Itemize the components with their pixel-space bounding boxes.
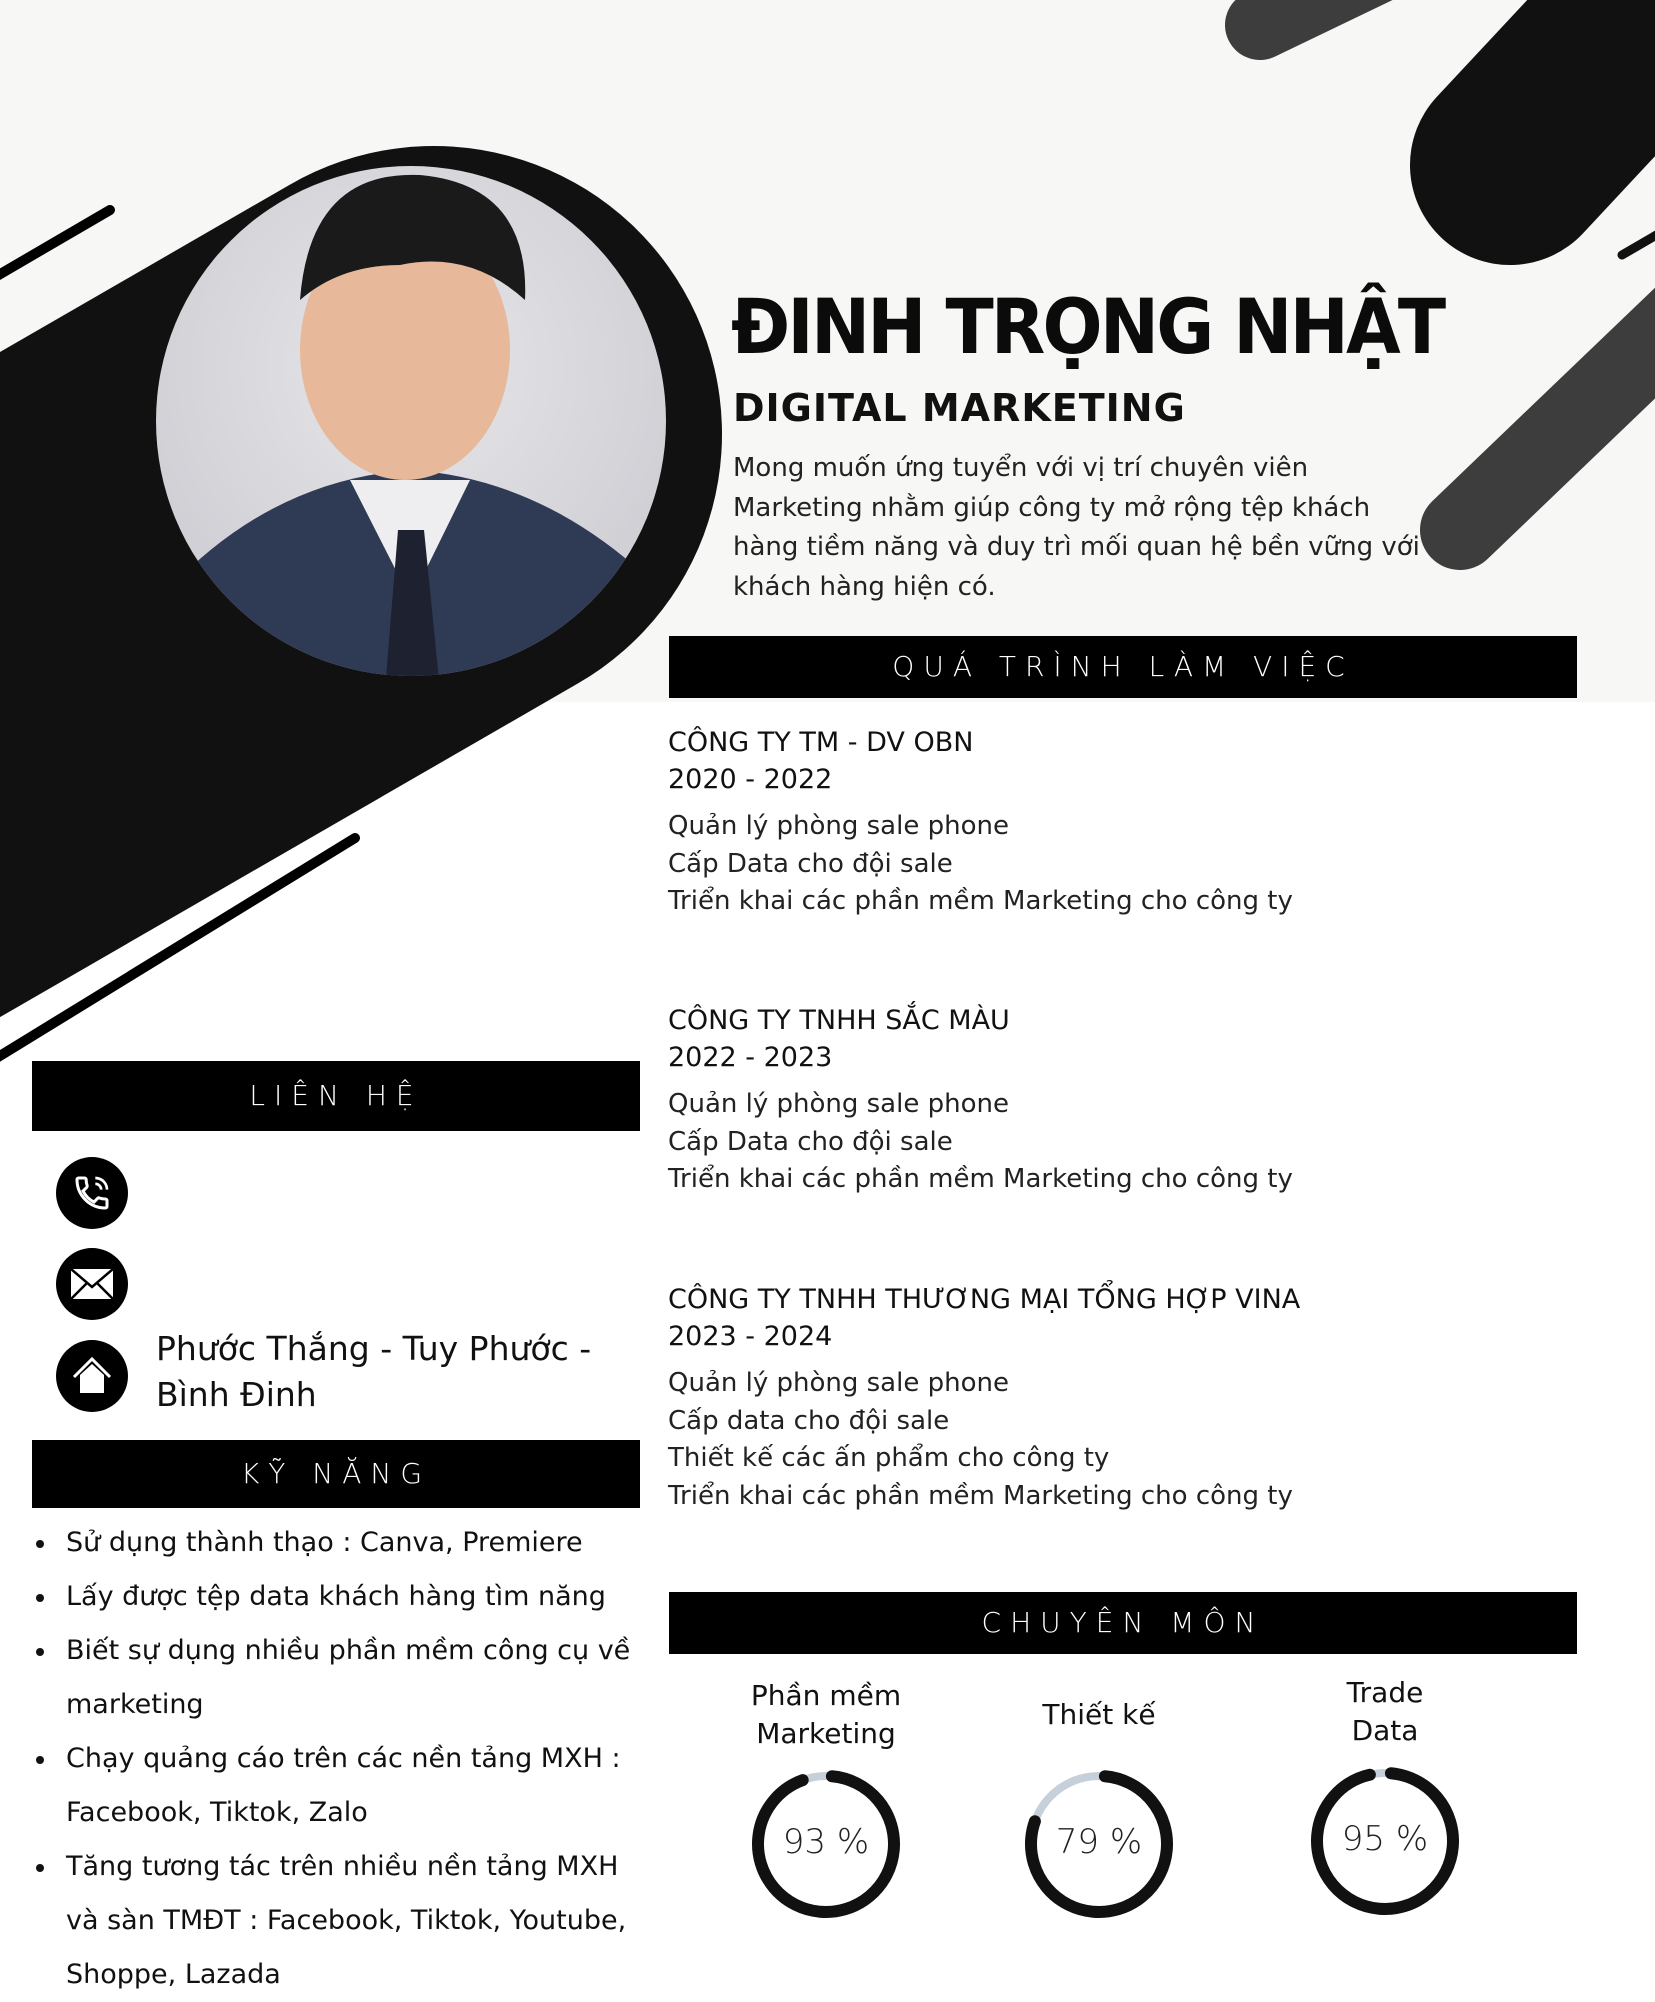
- job-task: Thiết kế các ấn phẩm cho công ty: [668, 1443, 1110, 1473]
- expertise-label: Trade Data: [1346, 1676, 1424, 1747]
- company-name: CÔNG TY TNHH SẮC MÀU: [668, 1005, 1010, 1036]
- gray-capsule: [1260, 0, 1395, 25]
- gray-capsule: [1460, 300, 1655, 530]
- job-task: Triển khai các phần mềm Marketing cho công ty: [668, 1480, 1293, 1511]
- job-task: Quản lý phòng sale phone: [668, 1368, 1009, 1398]
- company-name: CÔNG TY TM - DV OBN: [668, 727, 974, 758]
- mail-icon: [56, 1248, 128, 1320]
- job-years: 2023 - 2024: [668, 1321, 833, 1352]
- job-task: Cấp data cho đội sale: [668, 1405, 950, 1436]
- stripe: [1622, 230, 1655, 255]
- job-task: Quản lý phòng sale phone: [668, 1089, 1009, 1119]
- address-line: Bình Đinh: [156, 1375, 317, 1414]
- company-name: CÔNG TY TNHH THƯƠNG MẠI TỔNG HỢP VINA: [668, 1284, 1301, 1315]
- stripe: [0, 210, 110, 280]
- skill-item: Biết sự dụng nhiều phần mềm công cụ về marketing: [30, 1624, 650, 1732]
- job-task: Cấp Data cho đội sale: [668, 1126, 953, 1157]
- expertise-label: Thiết kế: [1042, 1698, 1156, 1731]
- job-years: 2022 - 2023: [668, 1042, 833, 1073]
- candidate-name: ĐINH TRỌNG NHẬT: [731, 282, 1444, 371]
- skill-item: Chạy quảng cáo trên các nền tảng MXH : Facebook, Tiktok, Zalo: [30, 1732, 650, 1840]
- home-icon: [56, 1340, 128, 1412]
- address-line: Phước Thắng - Tuy Phước -: [156, 1329, 592, 1368]
- percent-label: 95 %: [1341, 1819, 1429, 1859]
- skill-item: Sử dụng thành thạo : Canva, Premiere: [30, 1516, 650, 1570]
- job-title: DIGITAL MARKETING: [733, 386, 1186, 430]
- expertise-label: Phần mềm Marketing: [750, 1679, 902, 1750]
- skill-item: Tăng tương tác trên nhiều nền tảng MXH và sàn TMĐT : Facebook, Tiktok, Youtube, Shoppe, Lazada: [30, 1840, 650, 2002]
- skill-item: Lấy được tệp data khách hàng tìm năng: [30, 1570, 650, 1624]
- section-header-skills: KỸ NĂNG: [32, 1440, 640, 1508]
- job-task: Triển khai các phần mềm Marketing cho công ty: [668, 886, 1293, 916]
- percent-label: 93 %: [782, 1822, 870, 1862]
- black-capsule: [1510, 0, 1655, 165]
- address: [156, 1326, 616, 1418]
- percent-label: 79 %: [1055, 1822, 1143, 1862]
- job-entry: [668, 1281, 1568, 1515]
- section-header-contact: LIÊN HỆ: [32, 1061, 640, 1131]
- job-task: Cấp Data cho đội sale: [668, 848, 953, 879]
- job-task: Triển khai các phần mềm Marketing cho công ty: [668, 1164, 1293, 1194]
- skills-list: [30, 1516, 650, 2002]
- section-header-expertise: CHUYÊN MÔN: [669, 1592, 1577, 1654]
- job-task: Quản lý phòng sale phone: [668, 811, 1009, 841]
- career-objective: Mong muốn ứng tuyển với vị trí chuyên viên Marketing nhằm giúp công ty mở rộng tệp khách hàng tiềm năng và duy trì mối quan hệ bền vững với khách hàng hiện có.: [733, 453, 1420, 602]
- section-header-experience: QUÁ TRÌNH LÀM VIỆC: [669, 636, 1577, 698]
- job-entry: [668, 724, 1568, 921]
- phone-icon: [56, 1157, 128, 1229]
- job-years: 2020 - 2022: [668, 764, 833, 795]
- job-entry: [668, 1002, 1568, 1199]
